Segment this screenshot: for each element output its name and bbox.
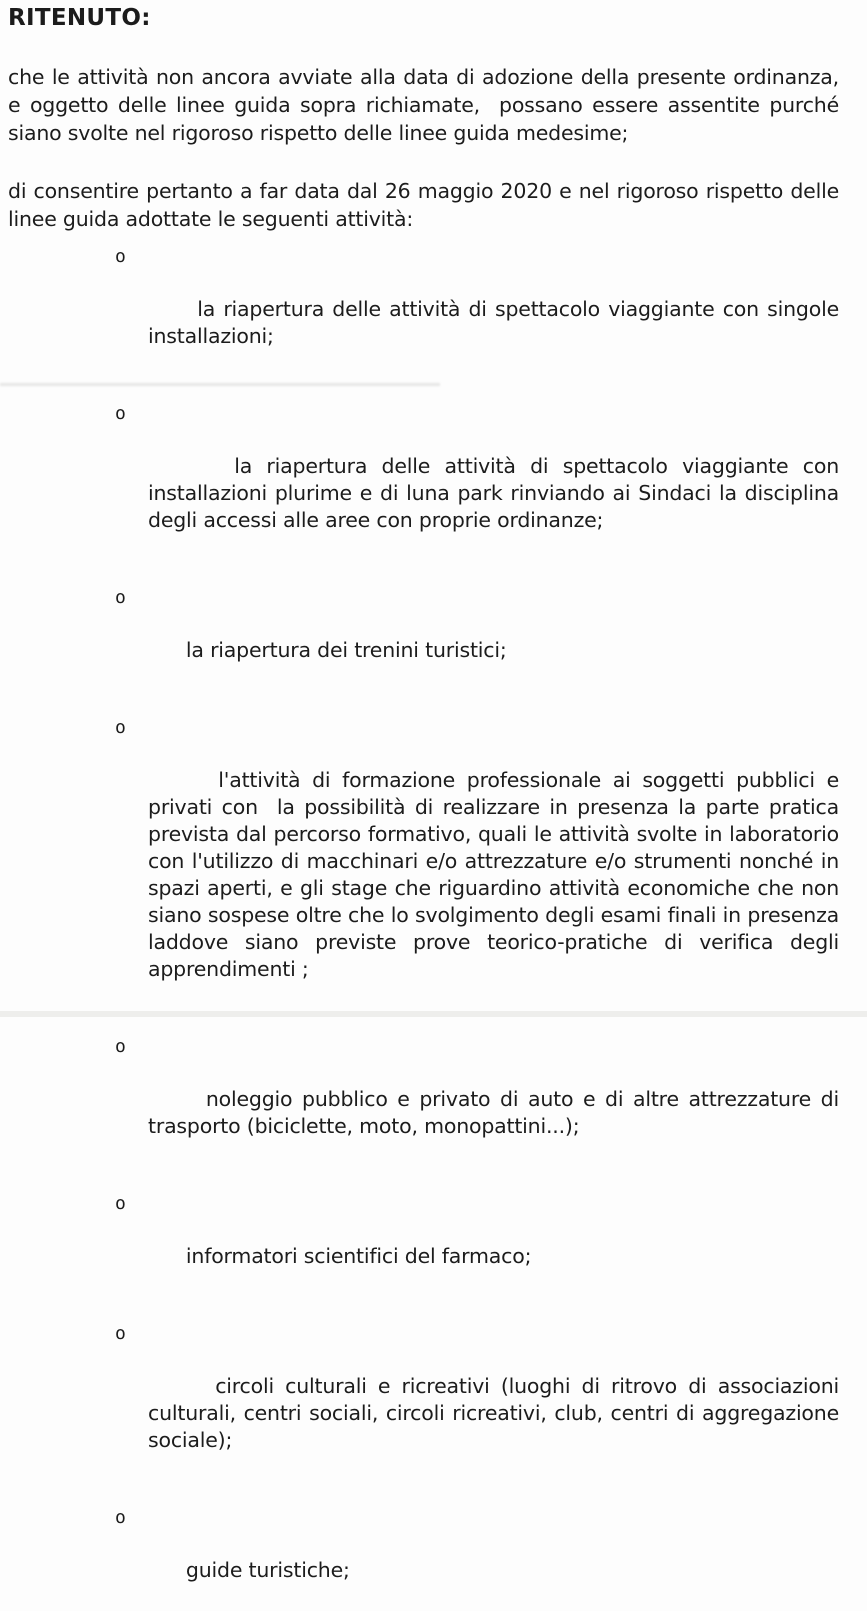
list-item: [8, 1189, 839, 1297]
circle-bullet-icon: o: [115, 1507, 126, 1528]
list-item-text: guide turistiche;: [185, 1558, 350, 1582]
list-item: [8, 1032, 846, 1167]
paragraph-decision: di consentire pertanto a far data dal 26 maggio 2020 e nel rigoroso rispetto delle linee guida adottate le seguenti attività:: [8, 179, 846, 231]
list-item: [8, 1503, 839, 1611]
circle-bullet-icon: o: [115, 1036, 126, 1057]
list-item-text: la riapertura dei trenini turistici;: [185, 638, 507, 662]
list-item-text: l'attività di formazione professionale ai soggetti pubblici e privati con la possibilità di realizzare in presenza la parte pratica prevista dal percorso formativo, quali le attività svolte in laboratorio con l'utilizzo di macchinari e/o attrezzature e/o strumenti nonché in spazi aperti, e gli stage che riguardino attività economiche che non siano sospese oltre che lo svolgimento degli esami finali in presenza laddove siano previste prove teorico-pratiche di verifica degli apprendimenti ;: [148, 768, 846, 981]
circle-bullet-icon: o: [115, 1193, 126, 1214]
circle-bullet-icon: o: [115, 587, 126, 608]
circle-bullet-icon: o: [115, 246, 126, 267]
list-item: [8, 1319, 846, 1481]
activities-list: [8, 242, 846, 1611]
list-item-text: la riapertura delle attività di spettacolo viaggiante con singole installazioni;: [148, 297, 846, 348]
list-item-text: informatori scientifici del farmaco;: [185, 1244, 532, 1268]
list-item-text: circoli culturali e ricreativi (luoghi di ritrovo di associazioni culturali, centri sociali, circoli ricreativi, club, centri di aggregazione sociale);: [148, 1374, 846, 1452]
list-item: [8, 713, 846, 1010]
list-item-text: la riapertura delle attività di spettacolo viaggiante con installazioni plurime e di luna park rinviando ai Sindaci la disciplina degli accessi alle aree con proprie ordinanze;: [148, 454, 846, 532]
paragraph-premise: che le attività non ancora avviate alla data di adozione della presente ordinanza, e oggetto delle linee guida sopra richiamate, possano essere assentite purché siano svolte nel rigoroso rispetto delle linee guida medesime;: [8, 65, 846, 145]
circle-bullet-icon: o: [115, 403, 126, 424]
circle-bullet-icon: o: [115, 1323, 126, 1344]
list-item: [8, 399, 846, 561]
list-item-text: noleggio pubblico e privato di auto e di altre attrezzature di trasporto (biciclette, moto, monopattini...);: [148, 1087, 846, 1138]
document-heading: RITENUTO:: [8, 5, 151, 31]
list-item: [8, 583, 839, 691]
list-item: [8, 242, 846, 377]
circle-bullet-icon: o: [115, 717, 126, 738]
